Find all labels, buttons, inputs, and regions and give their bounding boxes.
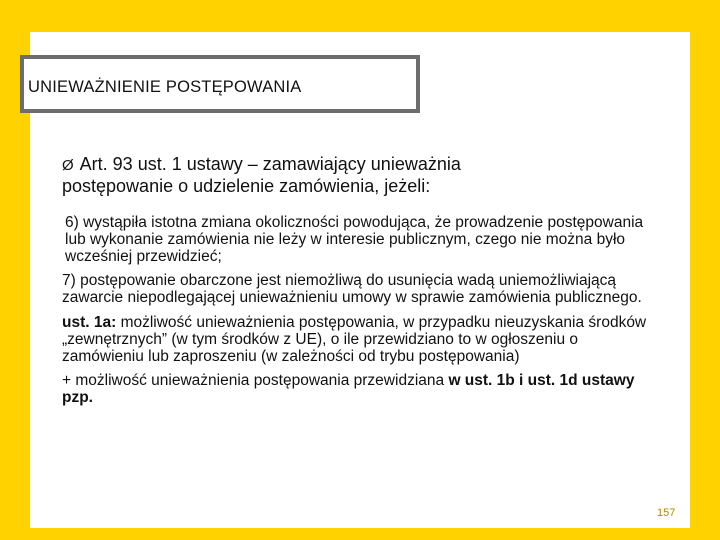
lead-paragraph	[62, 154, 642, 197]
arrow-bullet-icon: Ø	[62, 157, 74, 174]
plus-bold-text: w ust. 1b i ust. 1d ustawy pzp.	[62, 372, 635, 407]
ust-1a-paragraph	[62, 315, 662, 365]
ust-1a-label: ust. 1a:	[62, 313, 117, 331]
plus-paragraph	[62, 373, 662, 407]
slide-title: UNIEWAŻNIENIE POSTĘPOWANIA	[28, 78, 302, 96]
ust-1a-text: możliwość unieważnienia postępowania, w przypadku nieuzyskania środków „zewnętrznych” (w tym środków z UE), o ile przewidziano to w ogłoszeniu o zamówieniu lub zaproszeniu (w zależności od trybu postępowania)	[62, 313, 647, 365]
item-7: 7) postępowanie obarczone jest niemożliwą do usunięcia wadą uniemożliwiającą zawarcie niepodlegającej unieważnieniu umowy w sprawie zamówienia publicznego.	[62, 272, 642, 307]
page-number: 157	[657, 507, 676, 519]
item-6: 6) wystąpiła istotna zmiana okoliczności powodująca, że prowadzenie postępowania lub wykonanie zamówienia nie leży w interesie publicznym, czego nie można było wcześniej przewidzieć;	[65, 214, 644, 265]
lead-line-1: Art. 93 ust. 1 ustawy – zamawiający unieważnia	[79, 154, 461, 174]
body-text	[62, 215, 662, 415]
plus-text: + możliwość unieważnienia postępowania przewidziana	[62, 372, 449, 390]
lead-line-2: postępowanie o udzielenie zamówienia, jeżeli:	[62, 176, 431, 196]
